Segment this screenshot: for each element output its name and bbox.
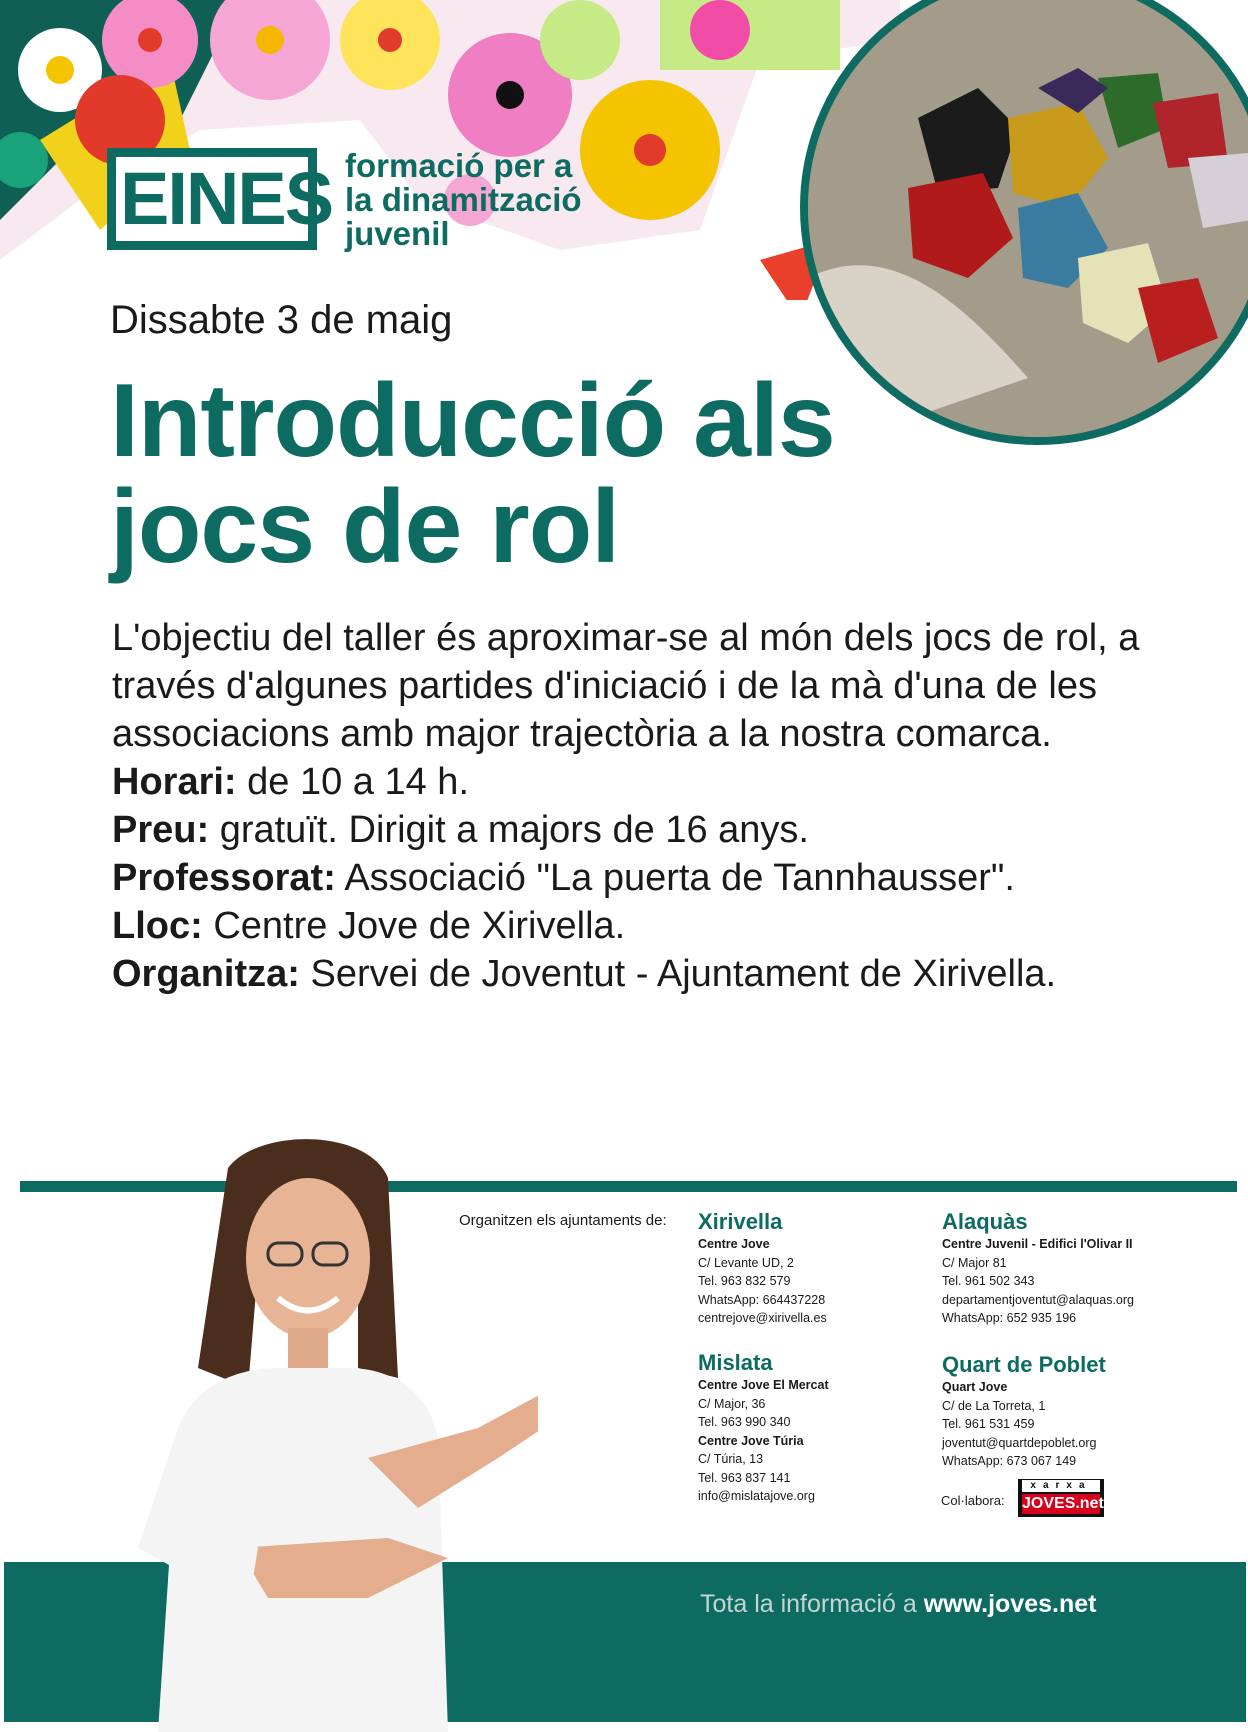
info-line: Tel. 961 502 343	[942, 1274, 1035, 1288]
city-mislata	[698, 1350, 928, 1506]
event-body	[112, 614, 1152, 998]
info-line: Tel. 961 531 459	[942, 1417, 1035, 1431]
info-line: C/ Major, 36	[698, 1396, 766, 1411]
tagline-line-2: la dinamització	[345, 181, 582, 218]
city-name: Mislata	[698, 1350, 773, 1375]
detail-label: Horari:	[112, 761, 237, 803]
info-line: C/ Levante UD, 2	[698, 1255, 794, 1270]
title-line-1: Introducció als	[110, 363, 835, 479]
xarxa-logo-bottom: JOVES.net	[1022, 1495, 1104, 1512]
footer-info-prefix: Tota la informació a	[700, 1590, 924, 1618]
detail-label: Preu:	[112, 809, 210, 851]
info-line[interactable]: WhatsApp: 652 935 196	[942, 1311, 1077, 1325]
info-line[interactable]: joventut@quartdepoblet.org	[942, 1435, 1097, 1450]
footer-info-link[interactable]: www.joves.net	[923, 1590, 1097, 1618]
detail-value: gratuït. Dirigit a majors de 16 anys.	[219, 809, 809, 851]
centre-name: Quart Jove	[942, 1380, 1008, 1394]
xarxa-joves-logo[interactable]	[1018, 1479, 1104, 1517]
city-info	[942, 1378, 1212, 1471]
tagline-line-1: formació per a	[345, 147, 573, 184]
city-quart-de-poblet	[942, 1352, 1212, 1471]
detail-value: de 10 a 14 h.	[247, 761, 469, 803]
footer-info	[700, 1590, 1096, 1619]
detail-preu	[112, 806, 1152, 854]
city-info	[698, 1235, 928, 1328]
tagline-line-3: juvenil	[345, 215, 450, 252]
event-description: L'objectiu del taller és aproximar-se al món dels jocs de rol, a través d'algunes partides d'iniciació i de la mà d'una de les associacions amb major trajectòria a la nostra comarca.	[112, 617, 1140, 755]
detail-label: Professorat:	[112, 857, 336, 899]
info-line: C/ de La Torreta, 1	[942, 1398, 1046, 1413]
event-date: Dissabte 3 de maig	[110, 298, 453, 342]
city-name: Xirivella	[698, 1209, 783, 1234]
detail-value: Centre Jove de Xirivella.	[213, 905, 626, 947]
colabora-label: Col·labora:	[941, 1493, 1005, 1508]
city-info	[698, 1376, 928, 1506]
detail-value: Associació "La puerta de Tannhausser".	[344, 857, 1015, 899]
detail-value: Servei de Joventut - Ajuntament de Xirivella.	[310, 953, 1057, 995]
city-alaquas	[942, 1209, 1212, 1328]
info-line[interactable]: WhatsApp: 673 067 149	[942, 1454, 1077, 1468]
info-line: C/ Túria, 13	[698, 1452, 764, 1466]
centre-name: Centre Jove	[698, 1237, 770, 1251]
xarxa-logo-top: xarxa	[1022, 1480, 1100, 1492]
detail-horari	[112, 758, 1152, 806]
city-xirivella	[698, 1209, 928, 1328]
info-line[interactable]: departamentjoventut@alaquas.org	[942, 1292, 1134, 1307]
detail-label: Lloc:	[112, 905, 203, 947]
dice-illustration	[808, 0, 1248, 445]
info-line: C/ Major 81	[942, 1255, 1007, 1270]
event-title	[110, 363, 870, 585]
title-line-2: jocs de rol	[110, 469, 620, 585]
detail-lloc	[112, 902, 1152, 950]
info-line[interactable]: centrejove@xirivella.es	[698, 1311, 827, 1325]
city-name: Alaquàs	[942, 1209, 1028, 1234]
info-line[interactable]: WhatsApp: 664437228	[698, 1292, 826, 1307]
centre-name: Centre Juvenil - Edifici l'Olivar II	[942, 1237, 1133, 1251]
centre-name: Centre Jove Túria	[698, 1433, 804, 1448]
info-line[interactable]: info@mislatajove.org	[698, 1489, 815, 1503]
eines-logo-text: EINES	[120, 157, 333, 240]
organizers-label: Organitzen els ajuntaments de:	[459, 1212, 667, 1229]
info-line: Tel. 963 832 579	[698, 1274, 791, 1288]
city-info	[942, 1235, 1212, 1328]
info-line: Tel. 963 990 340	[698, 1415, 791, 1429]
detail-professorat	[112, 854, 1152, 902]
detail-label: Organitza:	[112, 953, 300, 995]
info-line: Tel. 963 837 141	[698, 1470, 791, 1485]
detail-organitza	[112, 950, 1152, 998]
city-name: Quart de Poblet	[942, 1352, 1106, 1377]
centre-name: Centre Jove El Mercat	[698, 1378, 829, 1392]
